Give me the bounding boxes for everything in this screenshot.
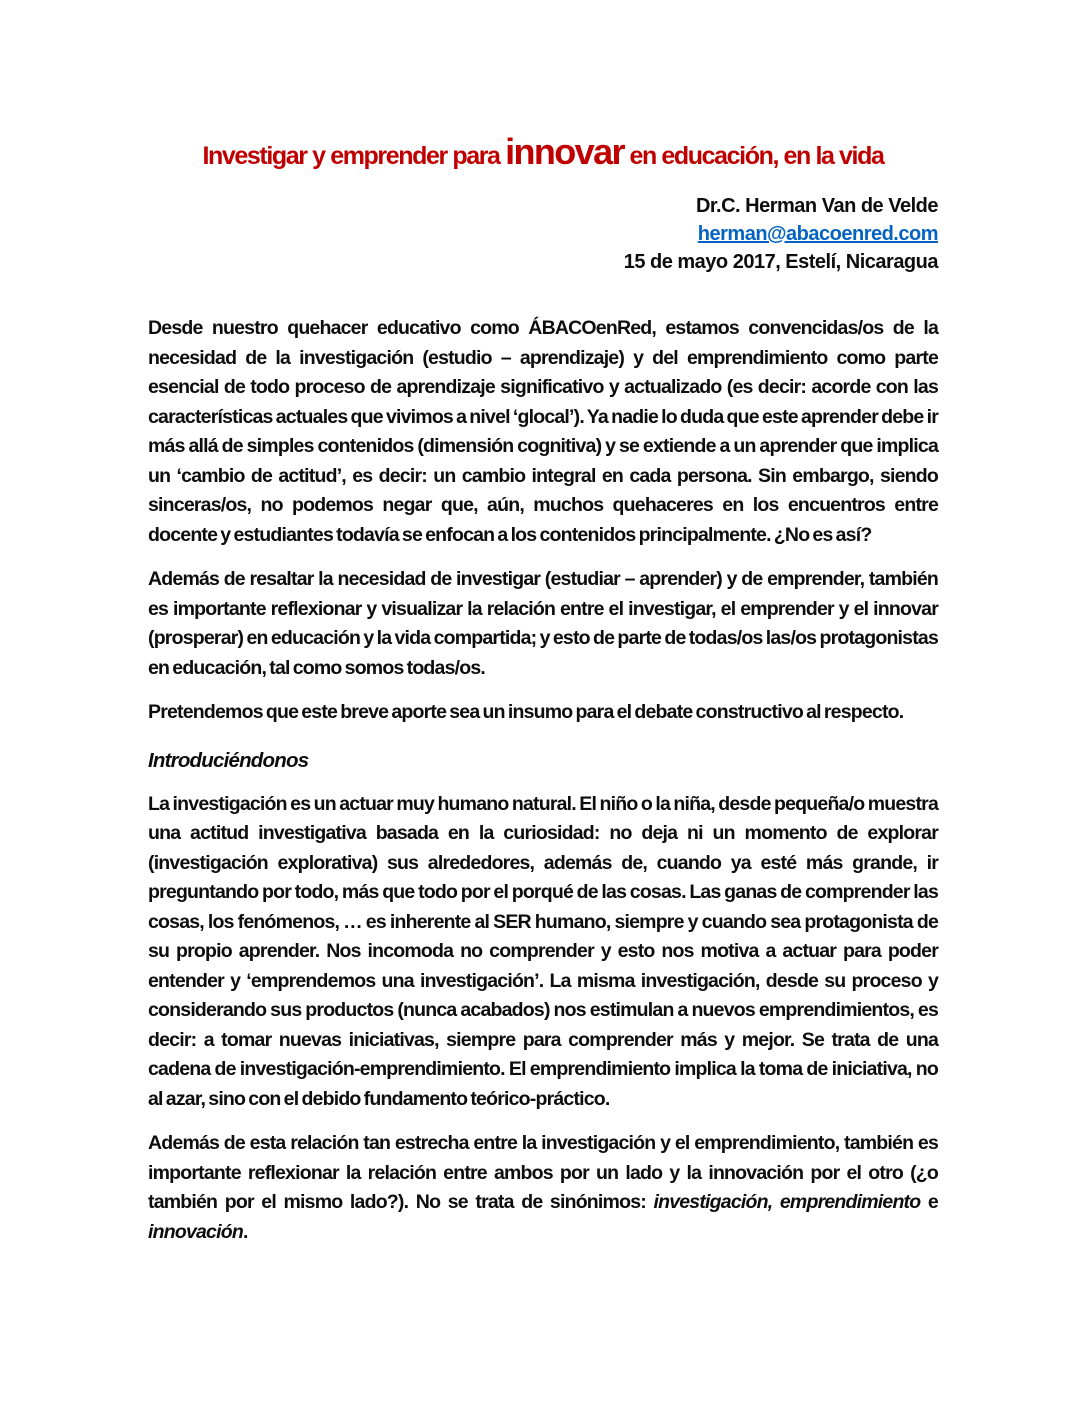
author-name: Dr.C. Herman Van de Velde: [695, 195, 938, 217]
email-link[interactable]: herman@abacoenred.com: [697, 223, 938, 245]
paragraph-5-connector: e: [920, 1191, 938, 1213]
emphasis-investigacion-emprendimiento: investigación, emprendimiento: [653, 1191, 921, 1213]
paragraph-3: Pretendemos que este breve aporte sea un insumo para el debate constructivo al respecto.: [148, 701, 904, 723]
title-text-start: Investigar y emprender para: [202, 142, 506, 170]
document-content: [148, 0, 938, 1262]
emphasis-innovacion: innovación: [148, 1220, 243, 1243]
article-body: [148, 314, 938, 1247]
email-line: [148, 220, 938, 248]
paragraph-5-text: Además de esta relación tan estrecha entre la investigación y el emprendimiento, también es importante reflexionar la relación entre ambos por un lado y la innovación por el otro (¿o también por el mismo lado?). No se trata de sinónimos:: [148, 1132, 938, 1213]
paragraph-1: Desde nuestro quehacer educativo como ÁBACOenRed, estamos convencidas/os de la necesidad de la investigación (estudio – aprendizaje) y del emprendimiento como parte esencial de todo proceso de aprendizaje significativo y actualizado (es decir: acorde con las características actuales que vivimos a nivel ‘glocal’). Ya nadie lo duda que este aprender debe ir más allá de simples contenidos (dimensión cognitiva) y se extiende a un aprender que implica un ‘cambio de actitud’, es decir: un cambio integral en cada persona. Sin embargo, siendo sinceras/os, no podemos negar que, aún, muchos quehaceres en los encuentros entre docente y estudiantes todavía se enfocan a los contenidos principalmente. ¿No es así?: [148, 317, 938, 546]
document-title: [148, 0, 938, 176]
title-text-end: en educación, en la vida: [623, 142, 884, 170]
section-heading-introduciendonos: Introduciéndonos: [148, 748, 309, 772]
paragraph-5-period: .: [242, 1220, 248, 1243]
dateline: 15 de mayo 2017, Estelí, Nicaragua: [623, 251, 938, 273]
byline-block: [148, 192, 938, 276]
paragraph-5: [148, 1129, 938, 1247]
paragraph-2: Además de resaltar la necesidad de investigar (estudiar – aprender) y de emprender, también es importante reflexionar y visualizar la relación entre el investigar, el emprender y el innovar (prosperar) en educación y la vida compartida; y esto de parte de todas/os las/os protagonistas en educación, tal como somos todas/os.: [148, 568, 938, 679]
title-highlight-innovar: innovar: [505, 131, 624, 172]
paragraph-4: La investigación es un actuar muy humano natural. El niño o la niña, desde pequeña/o muestra una actitud investigativa basada en la curiosidad: no deja ni un momento de explorar (investigación explorativa) sus alrededores, además de, cuando ya esté más grande, ir preguntando por todo, más que todo por el porqué de las cosas. Las ganas de comprender las cosas, los fenómenos, … es inherente al SER humano, siempre y cuando sea protagonista de su propio aprender. Nos incomoda no comprender y esto nos motiva a actuar para poder entender y ‘emprendemos una investigación’. La misma investigación, desde su proceso y considerando sus productos (nunca acabados) nos estimulan a nuevos emprendimientos, es decir: a tomar nuevas iniciativas, siempre para comprender más y mejor. Se trata de una cadena de investigación-emprendimiento. El emprendimiento implica la toma de iniciativa, no al azar, sino con el debido fundamento teórico-práctico.: [148, 792, 938, 1110]
